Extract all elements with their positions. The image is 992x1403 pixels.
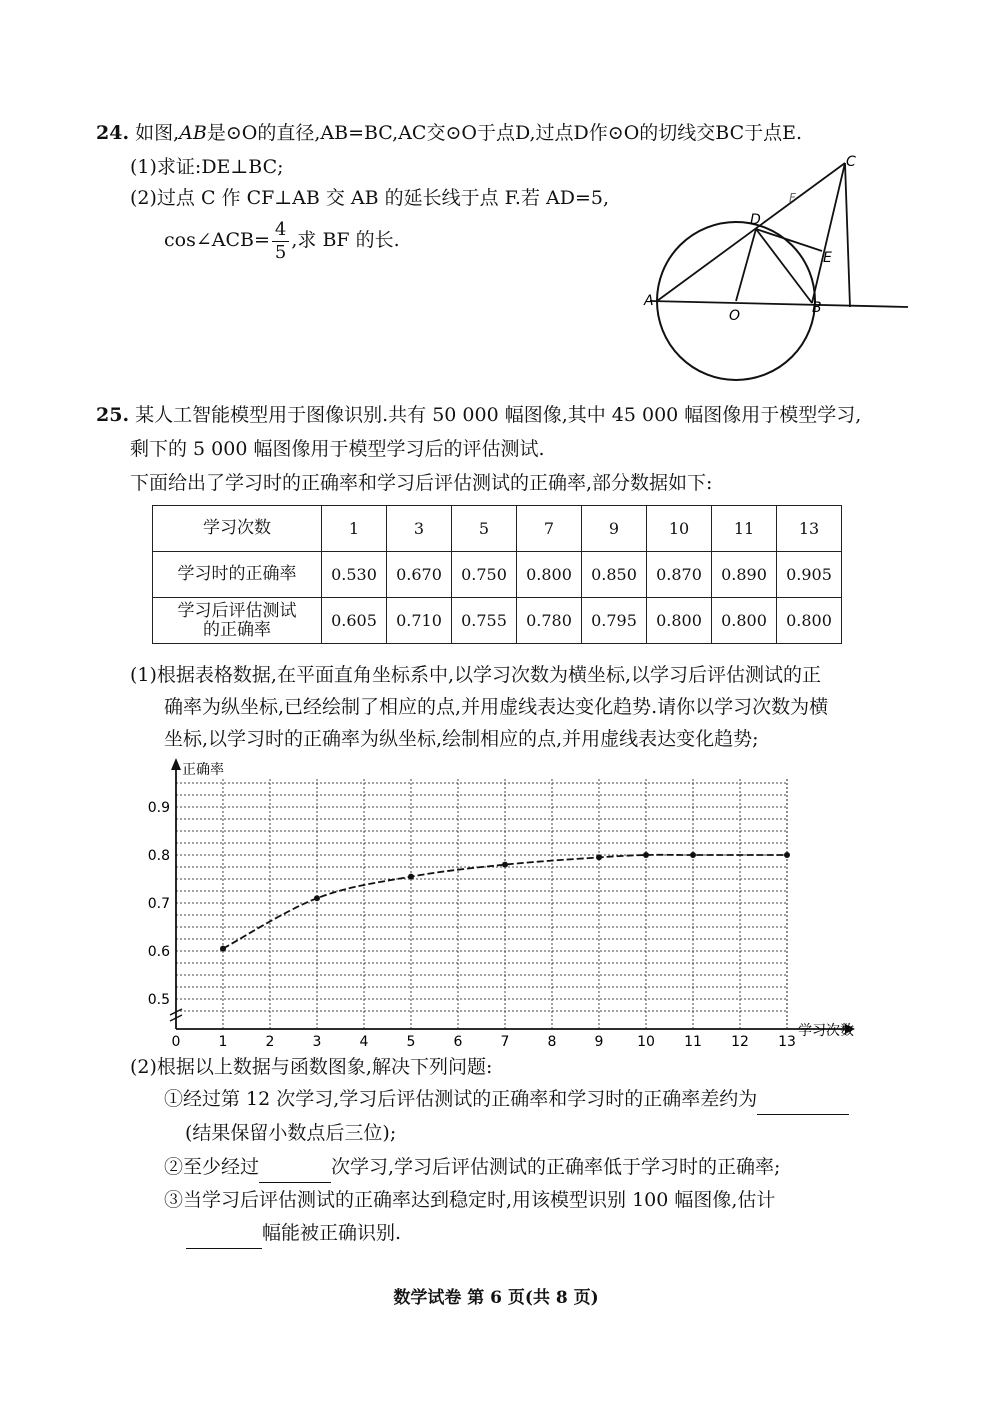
table-cell: 0.605 (322, 598, 387, 644)
x-tick-label: 12 (731, 1034, 749, 1050)
q24-part2: (2)过点 C 作 CF⊥AB 交 AB 的延长线于点 F.若 AD=5, (130, 187, 609, 209)
accuracy-chart (130, 752, 870, 1052)
q25-p2-1 (164, 1084, 849, 1115)
label-c: C (846, 154, 856, 170)
line-ab-extended (650, 301, 908, 307)
chart-ylabel: 正确率 (182, 762, 224, 778)
table-cell: 3 (387, 506, 452, 552)
table-cell: 0.755 (452, 598, 517, 644)
label-b: B (812, 300, 822, 316)
label-d: D (750, 212, 761, 228)
answer-blank-3[interactable] (186, 1218, 262, 1249)
answer-blank-1[interactable] (757, 1084, 849, 1115)
q25-p2-1b: (结果保留小数点后三位); (185, 1122, 397, 1144)
x-tick-label: 13 (778, 1034, 796, 1050)
q24-ab: AB (179, 122, 207, 144)
q25-p2-2a: ②至少经过 (164, 1156, 260, 1178)
data-point (596, 854, 602, 860)
table-header-times: 学习次数 (153, 506, 322, 552)
q25-p2-2 (164, 1152, 780, 1183)
y-tick-label: 0.6 (147, 944, 170, 960)
table-cell: 0.850 (582, 552, 647, 598)
table-cell: 0.800 (647, 598, 712, 644)
table-cell: 0.780 (517, 598, 582, 644)
q24-geometry-figure (640, 150, 920, 390)
x-tick-label: 4 (359, 1034, 369, 1050)
line-cf (845, 163, 850, 307)
x-tick-label: 7 (500, 1034, 510, 1050)
table-cell: 11 (712, 506, 777, 552)
q24-stem-pre: 如图, (135, 122, 180, 144)
table-cell: 0.800 (712, 598, 777, 644)
table-cell: 0.530 (322, 552, 387, 598)
q24-number: 24. (96, 122, 130, 144)
x-tick-label: 0 (171, 1034, 181, 1050)
q25-line2: 剩下的 5 000 幅图像用于模型学习后的评估测试. (130, 438, 545, 460)
table-cell: 0.795 (582, 598, 647, 644)
data-point (502, 862, 508, 868)
q24-fraction (272, 219, 289, 264)
table-cell: 0.670 (387, 552, 452, 598)
q25-p1-line3: 坐标,以学习时的正确率为纵坐标,绘制相应的点,并用虚线表达变化趋势; (164, 728, 759, 750)
data-point (784, 852, 790, 858)
q25-line3: 下面给出了学习时的正确率和学习后评估测试的正确率,部分数据如下: (130, 472, 713, 494)
q24-stem (96, 118, 802, 148)
table-cell: 13 (777, 506, 842, 552)
q25-p1-line1: (1)根据表格数据,在平面直角坐标系中,以学习次数为横坐标,以学习后评估测试的正 (130, 664, 822, 686)
table-cell: 10 (647, 506, 712, 552)
x-tick-labels (172, 1034, 796, 1050)
q24-stem-rest: 是⊙O的直径,AB=BC,AC交⊙O于点D,过点D作⊙O的切线交BC于点E. (206, 122, 803, 144)
label-a: A (644, 293, 654, 309)
table-row-eval (153, 598, 842, 644)
table-cell: 1 (322, 506, 387, 552)
table-row-learn (153, 552, 842, 598)
q24-frac-den: 5 (274, 241, 287, 263)
line-db (756, 229, 812, 303)
x-tick-label: 8 (547, 1034, 557, 1050)
x-tick-label: 11 (684, 1034, 702, 1050)
q24-part1: (1)求证:DE⊥BC; (130, 156, 284, 178)
table-cell: 0.890 (712, 552, 777, 598)
y-tick-labels (148, 800, 170, 1008)
answer-blank-2[interactable] (259, 1152, 331, 1183)
table-header-eval-l2: 的正确率 (203, 619, 271, 640)
table-cell: 0.800 (777, 598, 842, 644)
data-point (314, 895, 320, 901)
line-de (756, 229, 822, 251)
table-cell: 0.710 (387, 598, 452, 644)
table-cell: 9 (582, 506, 647, 552)
q25-p2-3: ③当学习后评估测试的正确率达到稳定时,用该模型识别 100 幅图像,估计 (164, 1189, 776, 1211)
chart-grid (176, 779, 787, 1029)
label-e: E (823, 250, 832, 266)
y-tick-label: 0.9 (147, 800, 170, 816)
q25-p2-1-text: ①经过第 12 次学习,学习后评估测试的正确率和学习时的正确率差约为 (164, 1088, 758, 1110)
data-point (643, 852, 649, 858)
data-point (408, 874, 414, 880)
x-tick-label: 9 (594, 1034, 604, 1050)
x-tick-label: 1 (218, 1034, 228, 1050)
x-tick-label: 10 (637, 1034, 655, 1050)
table-header-learn: 学习时的正确率 (153, 552, 322, 598)
q25-p2-2b: 次学习,学习后评估测试的正确率低于学习时的正确率; (331, 1156, 781, 1178)
data-point (690, 852, 696, 858)
q25-line1-text: 某人工智能模型用于图像识别.共有 50 000 幅图像,其中 45 000 幅图像用于模型学习, (135, 404, 862, 426)
q25-p2-intro: (2)根据以上数据与函数图象,解决下列问题: (130, 1056, 493, 1078)
table-row-times (153, 506, 842, 552)
x-tick-label: 3 (312, 1034, 322, 1050)
table-cell: 7 (517, 506, 582, 552)
q24-cos-tail: ,求 BF 的长. (291, 229, 400, 251)
chart-xlabel: 学习次数 (798, 1023, 854, 1039)
label-o: O (729, 308, 741, 324)
q25-number: 25. (96, 404, 130, 426)
y-tick-label: 0.8 (147, 848, 170, 864)
data-point (220, 946, 226, 952)
y-axis-arrow (171, 758, 181, 770)
x-tick-label: 2 (265, 1034, 275, 1050)
q25-p2-3b: 幅能被正确识别. (262, 1222, 402, 1244)
q25-p2-3-cont (186, 1218, 401, 1249)
q24-frac-num: 4 (272, 219, 289, 242)
label-f: F (789, 191, 796, 205)
q25-p1-line2: 确率为纵坐标,已经绘制了相应的点,并用虚线表达变化趋势.请你以学习次数为横 (164, 696, 829, 718)
table-cell: 0.870 (647, 552, 712, 598)
table-cell: 0.750 (452, 552, 517, 598)
x-tick-label: 6 (453, 1034, 463, 1050)
table-cell: 0.800 (517, 552, 582, 598)
q24-cos-line (164, 218, 400, 264)
x-tick-label: 5 (406, 1034, 416, 1050)
table-header-eval-l1: 学习后评估测试 (177, 600, 297, 621)
table-cell: 5 (452, 506, 517, 552)
q24-cos-label: cos∠ACB= (164, 229, 270, 251)
accuracy-table (152, 505, 842, 644)
table-header-eval (153, 598, 322, 644)
page-footer: 数学试卷 第 6 页(共 8 页) (393, 1288, 599, 1308)
y-tick-label: 0.5 (147, 992, 170, 1008)
q25-line1 (96, 400, 861, 430)
table-cell: 0.905 (777, 552, 842, 598)
y-tick-label: 0.7 (147, 896, 170, 912)
